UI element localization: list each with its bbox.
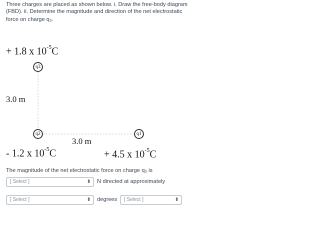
- q2-particle: q2: [33, 129, 43, 139]
- horizontal-distance-label: 3.0 m: [72, 136, 92, 146]
- magnitude-select-value: [ Select ]: [10, 179, 30, 185]
- angle-select[interactable]: [6, 195, 94, 205]
- select-arrows-icon: ⬍: [86, 179, 91, 185]
- select-arrows-icon: ⬍: [174, 197, 179, 203]
- magnitude-unit-label: N directed at approximately: [97, 179, 166, 185]
- q2-charge-value: - 1.2 x $10^{-5}C$: [6, 147, 57, 160]
- vertical-distance-label: 3.0 m: [6, 94, 26, 104]
- angle-unit-label: degrees: [97, 197, 118, 203]
- direction-select-value: [ Select ]: [124, 197, 144, 203]
- q3-particle: q3: [33, 62, 43, 72]
- select-arrows-icon: ⬍: [86, 197, 91, 203]
- magnitude-select[interactable]: [6, 177, 94, 187]
- q1-charge-value: + 4.5 x $10^{-5}C$: [104, 148, 157, 161]
- question-text: Three charges are placed as shown below. i. Draw the free-body diagram (FBD). ii. Determine the magnitude and direction of the net electrostatic force on charge q₃.: [6, 2, 188, 23]
- q3-charge-value: + 1.8 x $10^{-5}C$: [6, 45, 59, 58]
- direction-select[interactable]: [120, 195, 182, 205]
- angle-select-value: [ Select ]: [10, 197, 30, 203]
- answer-prompt: The magnitude of the net electrostatic force on charge q₃ is: [6, 168, 153, 174]
- q1-particle: q1: [134, 129, 144, 139]
